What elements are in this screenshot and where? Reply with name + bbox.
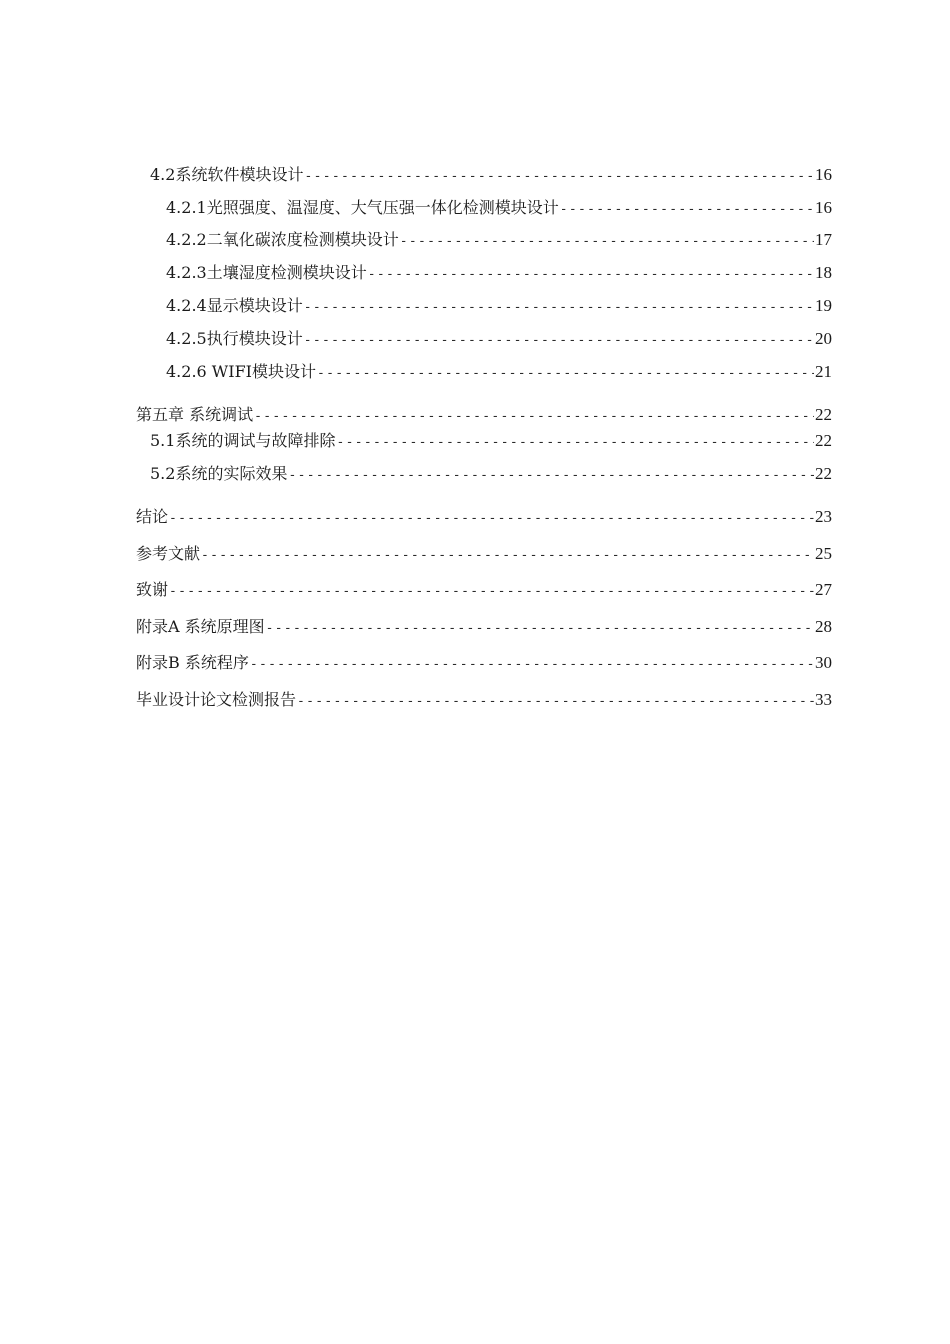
- toc-entry-title: 4.2.5执行模块设计: [166, 329, 303, 348]
- toc-dot-leader: [254, 406, 814, 428]
- toc-dot-leader: [297, 691, 814, 713]
- toc-dot-leader: [201, 545, 814, 567]
- toc-entry-appendix-a[interactable]: [136, 616, 832, 640]
- toc-dot-leader: [400, 231, 814, 253]
- toc-entry-page: 33: [815, 690, 832, 709]
- toc-entry-4-2-5[interactable]: [166, 328, 832, 352]
- toc-dot-leader: [368, 264, 814, 286]
- toc-entry-page: 16: [815, 198, 832, 217]
- toc-entry-page: 18: [815, 263, 832, 282]
- toc-entry-title: 4.2.3土壤湿度检测模块设计: [166, 263, 367, 282]
- toc-dot-leader: [317, 363, 814, 385]
- toc-dot-leader: [250, 654, 814, 676]
- toc-entry-page: 20: [815, 329, 832, 348]
- toc-entry-title: 毕业设计论文检测报告: [136, 690, 297, 709]
- toc-entry-page: 22: [815, 405, 832, 424]
- toc-entry-conclusion[interactable]: [136, 506, 832, 530]
- toc-entry-title: 致谢: [136, 580, 169, 599]
- toc-entry-4-2-2[interactable]: [166, 229, 832, 253]
- toc-entry-chapter-5[interactable]: [136, 404, 832, 428]
- toc-entry-title: 附录A 系统原理图: [136, 617, 265, 636]
- toc-entry-page: 23: [815, 507, 832, 526]
- toc-dot-leader: [266, 618, 814, 640]
- toc-entry-page: 21: [815, 362, 832, 381]
- toc-dot-leader: [169, 508, 814, 530]
- toc-entry-page: 19: [815, 296, 832, 315]
- toc-entry-5-1[interactable]: [150, 430, 832, 454]
- toc-dot-leader: [304, 297, 814, 319]
- toc-entry-5-2[interactable]: [150, 463, 832, 487]
- toc-entry-page: 22: [815, 431, 832, 450]
- toc-entry-page: 27: [815, 580, 832, 599]
- toc-dot-leader: [336, 432, 814, 454]
- toc-entry-title: 4.2.2二氧化碳浓度检测模块设计: [166, 230, 399, 249]
- toc-entry-appendix-b[interactable]: [136, 652, 832, 676]
- toc-dot-leader: [304, 330, 814, 352]
- toc-entry-title: 4.2.1光照强度、温湿度、大气压强一体化检测模块设计: [166, 198, 559, 217]
- toc-entry-4-2-3[interactable]: [166, 262, 832, 286]
- toc-entry-4-2-4[interactable]: [166, 295, 832, 319]
- toc-entry-title: 参考文献: [136, 544, 201, 563]
- toc-entry-title: 5.1系统的调试与故障排除: [150, 431, 336, 450]
- toc-dot-leader: [169, 581, 814, 603]
- toc-entry-page: 30: [815, 653, 832, 672]
- toc-entry-page: 17: [815, 230, 832, 249]
- toc-entry-page: 25: [815, 544, 832, 563]
- toc-dot-leader: [560, 199, 814, 221]
- toc-entry-title: 第五章 系统调试: [136, 405, 254, 424]
- toc-entry-title: 4.2系统软件模块设计: [150, 165, 304, 184]
- toc-entry-references[interactable]: [136, 543, 832, 567]
- toc-dot-leader: [304, 166, 814, 188]
- toc-entry-title: 5.2系统的实际效果: [150, 464, 288, 483]
- toc-entry-page: 16: [815, 165, 832, 184]
- toc-entry-4-2-6[interactable]: [166, 361, 832, 385]
- toc-entry-title: 4.2.6 WIFI模块设计: [166, 362, 316, 381]
- toc-entry-check-report[interactable]: [136, 689, 832, 713]
- toc-entry-4-2-1[interactable]: [166, 197, 832, 221]
- toc-entry-title: 结论: [136, 507, 169, 526]
- toc-entry-page: 28: [815, 617, 832, 636]
- toc-dot-leader: [288, 465, 814, 487]
- toc-entry-4-2[interactable]: [150, 164, 832, 188]
- toc-entry-acknowledgements[interactable]: [136, 579, 832, 603]
- toc-entry-title: 附录B 系统程序: [136, 653, 249, 672]
- toc-entry-title: 4.2.4显示模块设计: [166, 296, 303, 315]
- toc-entry-page: 22: [815, 464, 832, 483]
